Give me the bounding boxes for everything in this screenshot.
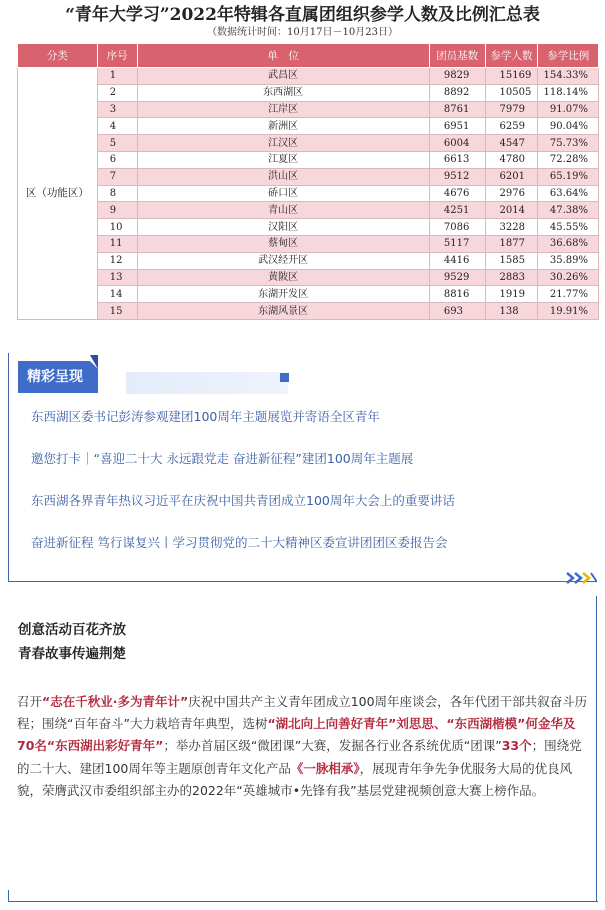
index-cell: 13 <box>97 269 137 286</box>
ratio-cell: 63.64% <box>538 185 599 202</box>
header-category: 分类 <box>18 44 98 68</box>
ratio-cell: 65.19% <box>538 168 599 185</box>
ratio-cell: 118.14% <box>538 84 599 101</box>
header-ratio: 参学比例 <box>538 44 599 68</box>
table-row <box>18 269 599 286</box>
index-cell: 3 <box>97 101 137 118</box>
ratio-cell: 45.55% <box>538 219 599 236</box>
table-row <box>18 235 599 252</box>
unit-cell: 洪山区 <box>137 168 429 185</box>
table-row <box>18 252 599 269</box>
base-cell: 9512 <box>429 168 485 185</box>
unit-cell: 汉阳区 <box>137 219 429 236</box>
base-cell: 7086 <box>429 219 485 236</box>
header-index: 序号 <box>97 44 137 68</box>
highlight-link-3[interactable]: 东西湖各界青年热议习近平在庆祝中国共青团成立100周年大会上的重要讲话 <box>31 493 455 508</box>
count-cell: 7979 <box>485 101 538 118</box>
index-cell: 10 <box>97 219 137 236</box>
count-cell: 1585 <box>485 252 538 269</box>
index-cell: 7 <box>97 168 137 185</box>
index-cell: 12 <box>97 252 137 269</box>
base-cell: 9529 <box>429 269 485 286</box>
para-emphasis: “志在千秋业·多为青年计” <box>42 694 189 709</box>
unit-cell: 东湖风景区 <box>137 303 429 320</box>
header-count: 参学人数 <box>485 44 538 68</box>
count-cell: 138 <box>485 303 538 320</box>
base-cell: 4676 <box>429 185 485 202</box>
para-emphasis: 33个 <box>501 738 532 754</box>
ratio-cell: 47.38% <box>538 202 599 219</box>
table-row <box>18 84 599 101</box>
highlight-link-2[interactable]: 邀您打卡｜“喜迎二十大 永远跟党走 奋进新征程”建团100周年主题展 <box>31 451 414 466</box>
unit-cell: 青山区 <box>137 202 429 219</box>
ratio-cell: 35.89% <box>538 252 599 269</box>
base-cell: 6951 <box>429 118 485 135</box>
count-cell: 1919 <box>485 286 538 303</box>
unit-cell: 蔡甸区 <box>137 235 429 252</box>
summary-table <box>17 43 599 320</box>
unit-cell: 东西湖区 <box>137 84 429 101</box>
article-heading-1: 创意活动百花齐放 <box>18 622 126 638</box>
ratio-cell: 36.68% <box>538 235 599 252</box>
highlight-link-1[interactable]: 东西湖区委书记彭涛参观建团100周年主题展览并寄语全区青年 <box>31 409 380 424</box>
table-row <box>18 68 599 85</box>
para-emphasis: “湖北向上向善好青年”刘思思、“东西湖楷模”何金华及70名“东西湖出彩好青年” <box>17 716 576 754</box>
article-paragraph <box>17 691 592 802</box>
ratio-cell: 154.33% <box>538 68 599 85</box>
table-row <box>18 151 599 168</box>
unit-cell: 新洲区 <box>137 118 429 135</box>
count-cell: 15169 <box>485 68 538 85</box>
category-cell: 区（功能区） <box>18 68 98 320</box>
count-cell: 10505 <box>485 84 538 101</box>
table-row <box>18 118 599 135</box>
table-row <box>18 202 599 219</box>
tag-decor-bar <box>126 372 288 394</box>
para-text: ，展现青年争先争优服务大局的优良风貌，荣膺武汉市委组织部主办的2022年“英雄城市•先锋有我”基层党建视频创意大赛上榜作品。 <box>17 760 573 798</box>
para-text: 召开 <box>17 694 43 709</box>
table-subtitle: （数据统计时间：10月17日－10月23日） <box>207 27 398 38</box>
ratio-cell: 75.73% <box>538 135 599 152</box>
tag-decor-square <box>280 373 289 382</box>
count-cell: 2014 <box>485 202 538 219</box>
count-cell: 1877 <box>485 235 538 252</box>
unit-cell: 东湖开发区 <box>137 286 429 303</box>
index-cell: 14 <box>97 286 137 303</box>
unit-cell: 江夏区 <box>137 151 429 168</box>
table-row <box>18 168 599 185</box>
index-cell: 11 <box>97 235 137 252</box>
base-cell: 8892 <box>429 84 485 101</box>
base-cell: 8761 <box>429 101 485 118</box>
chevrons-right-icon <box>565 570 597 586</box>
unit-cell: 武汉经开区 <box>137 252 429 269</box>
index-cell: 15 <box>97 303 137 320</box>
base-cell: 4251 <box>429 202 485 219</box>
count-cell: 3228 <box>485 219 538 236</box>
count-cell: 6201 <box>485 168 538 185</box>
count-cell: 4547 <box>485 135 538 152</box>
article-heading-2: 青春故事传遍荆楚 <box>18 646 126 662</box>
highlight-link-4[interactable]: 奋进新征程 笃行谋复兴丨学习贯彻党的二十大精神区委宣讲团团区委报告会 <box>31 535 448 550</box>
ratio-cell: 21.77% <box>538 286 599 303</box>
table-header-row <box>18 44 599 68</box>
para-text: ；围绕党的二十大、建团100周年等主题原创青年文化产品 <box>17 738 582 776</box>
article-frame-right <box>596 596 597 901</box>
base-cell: 5117 <box>429 235 485 252</box>
unit-cell: 江汉区 <box>137 135 429 152</box>
count-cell: 2883 <box>485 269 538 286</box>
base-cell: 4416 <box>429 252 485 269</box>
ratio-cell: 90.04% <box>538 118 599 135</box>
count-cell: 4780 <box>485 151 538 168</box>
unit-cell: 黄陂区 <box>137 269 429 286</box>
index-cell: 8 <box>97 185 137 202</box>
count-cell: 6259 <box>485 118 538 135</box>
index-cell: 1 <box>97 68 137 85</box>
header-unit: 单 位 <box>137 44 429 68</box>
ratio-cell: 91.07% <box>538 101 599 118</box>
ratio-cell: 19.91% <box>538 303 599 320</box>
base-cell: 8816 <box>429 286 485 303</box>
table-row <box>18 101 599 118</box>
count-cell: 2976 <box>485 185 538 202</box>
base-cell: 6004 <box>429 135 485 152</box>
table-row <box>18 303 599 320</box>
base-cell: 6613 <box>429 151 485 168</box>
ratio-cell: 30.26% <box>538 269 599 286</box>
article-frame-bottom <box>8 901 598 902</box>
base-cell: 693 <box>429 303 485 320</box>
index-cell: 9 <box>97 202 137 219</box>
table-row <box>18 135 599 152</box>
table-row <box>18 286 599 303</box>
section-tag-label: 精彩呈现 <box>27 369 83 385</box>
table-body <box>18 68 599 320</box>
para-emphasis: 《一脉相承》 <box>290 760 360 776</box>
table-row <box>18 219 599 236</box>
ratio-cell: 72.28% <box>538 151 599 168</box>
unit-cell: 武昌区 <box>137 68 429 85</box>
unit-cell: 硚口区 <box>137 185 429 202</box>
para-text: ；举办首届区级“微团课”大赛，发掘各行业各系统优质“团课” <box>163 738 502 754</box>
table-row <box>18 185 599 202</box>
base-cell: 9829 <box>429 68 485 85</box>
index-cell: 4 <box>97 118 137 135</box>
table-title: “青年大学习”2022年特辑各直属团组织参学人数及比例汇总表 <box>65 5 540 25</box>
para-text: 庆祝中国共产主义青年团成立100周年座谈会，各年代团干部共叙奋斗历程；围绕“百年奋斗”大力栽培青年典型，选树 <box>17 694 588 732</box>
index-cell: 2 <box>97 84 137 101</box>
unit-cell: 江岸区 <box>137 101 429 118</box>
index-cell: 5 <box>97 135 137 152</box>
header-base: 团员基数 <box>429 44 485 68</box>
index-cell: 6 <box>97 151 137 168</box>
